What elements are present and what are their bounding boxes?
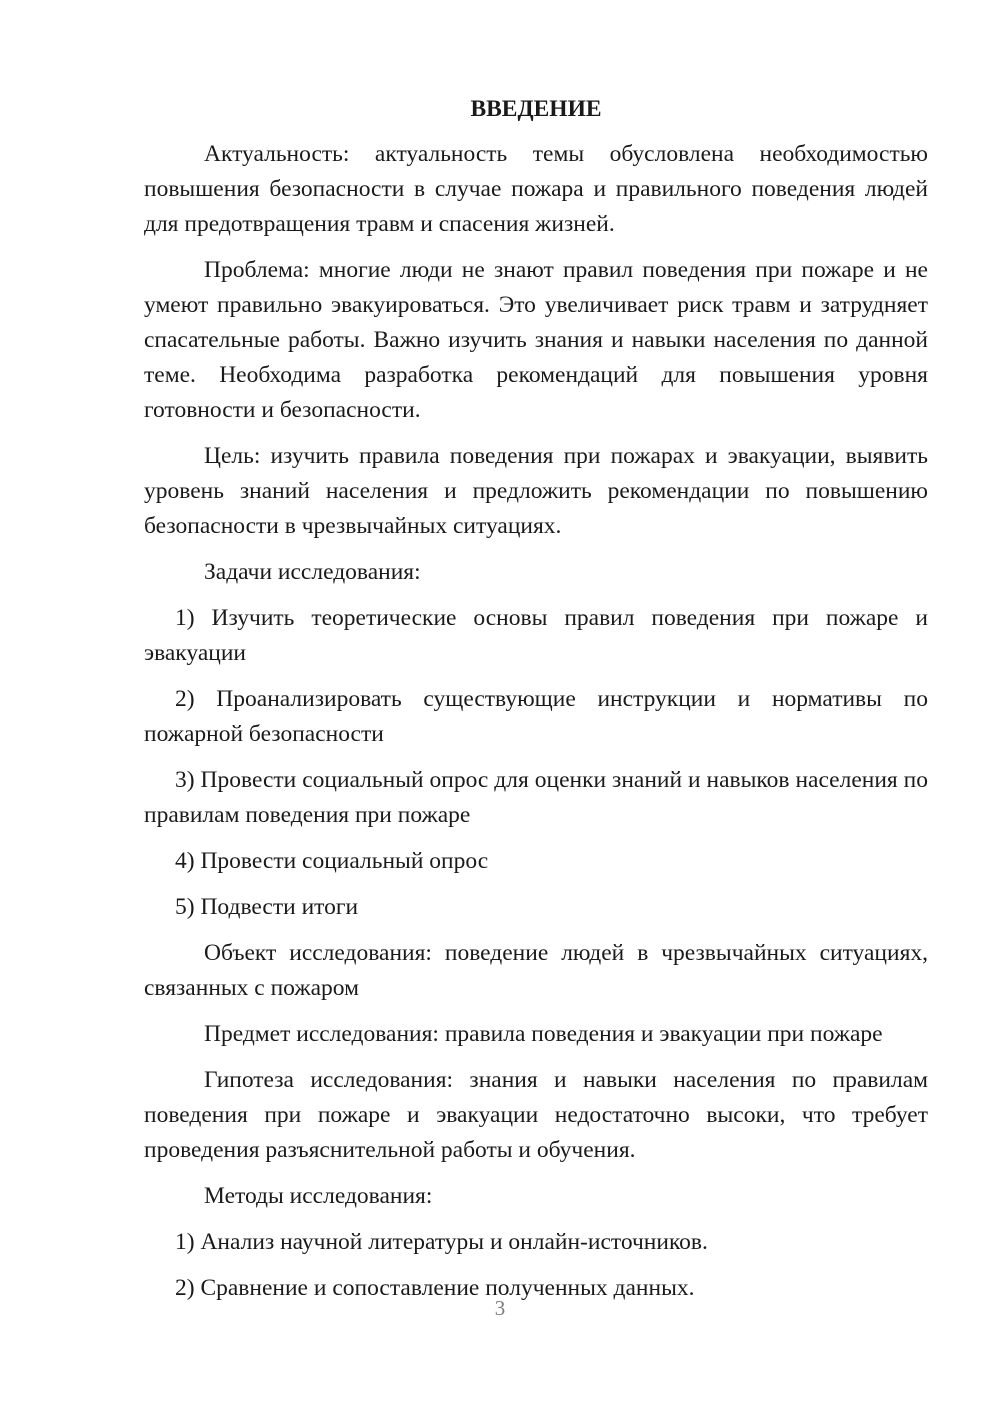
relevance-paragraph: Актуальность: актуальность темы обусловлена необходимостью повышения безопасности в случае пожара и правильного поведения людей для предотвращения травм и спасения жизней. xyxy=(144,141,928,237)
page-content xyxy=(144,92,928,1317)
tasks-heading: Задачи исследования: xyxy=(204,559,421,585)
research-object-paragraph: Объект исследования: поведение людей в чрезвычайных ситуациях, связанных с пожаром xyxy=(144,940,928,1001)
task-item-3: 3) Провести социальный опрос для оценки знаний и навыков населения по правилам поведения при пожаре xyxy=(144,767,928,828)
goal-paragraph: Цель: изучить правила поведения при пожарах и эвакуации, выявить уровень знаний населения и предложить рекомендации по повышению безопасности в чрезвычайных ситуациях. xyxy=(144,443,928,539)
hypothesis-paragraph: Гипотеза исследования: знания и навыки населения по правилам поведения при пожаре и эвакуации недостаточно высоки, что требует проведения разъяснительной работы и обучения. xyxy=(144,1067,928,1163)
page-number: 3 xyxy=(494,1296,506,1320)
problem-paragraph: Проблема: многие люди не знают правил поведения при пожаре и не умеют правильно эвакуироваться. Это увеличивает риск травм и затрудняет спасательные работы. Важно изучить знания и навыки населения по данной теме. Необходима разработка рекомендаций для повышения уровня готовности и безопасности. xyxy=(144,257,928,423)
task-item-1: 1) Изучить теоретические основы правил поведения при пожаре и эвакуации xyxy=(144,605,928,666)
task-item-5: 5) Подвести итоги xyxy=(175,894,359,920)
research-subject-paragraph: Предмет исследования: правила поведения и эвакуации при пожаре xyxy=(204,1021,883,1047)
page-title: ВВЕДЕНИЕ xyxy=(470,96,602,122)
task-item-2: 2) Проанализировать существующие инструкции и нормативы по пожарной безопасности xyxy=(144,686,928,747)
method-item-1: 1) Анализ научной литературы и онлайн-источников. xyxy=(175,1229,708,1255)
method-item-2: 2) Сравнение и сопоставление полученных данных. xyxy=(175,1275,695,1301)
methods-heading: Методы исследования: xyxy=(204,1183,433,1209)
task-item-4: 4) Провести социальный опрос xyxy=(175,848,489,874)
